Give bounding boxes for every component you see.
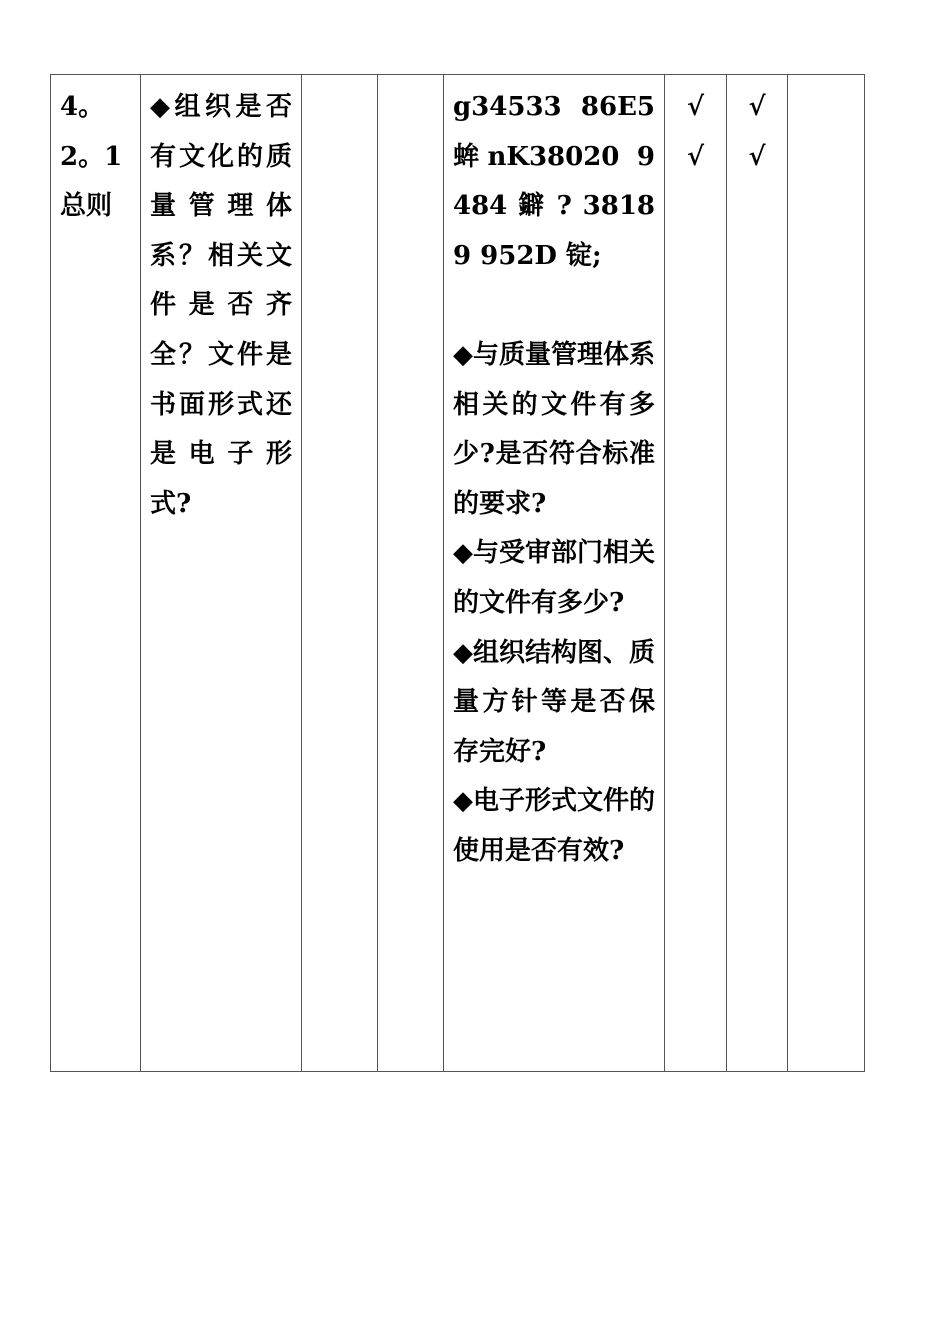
garbled-record-text: g34533 86E5 蛑nK38020 9484 鐴 ? 38189 952D 锭; <box>453 92 655 271</box>
checkmark: √ <box>748 92 766 122</box>
checkmark: √ <box>686 92 705 122</box>
check-item: ◆与受审部门相关的文件有多少? <box>453 538 655 618</box>
empty-cell-4 <box>378 75 444 1072</box>
checkmark-cell-2 <box>727 75 788 1072</box>
check-item: ◆电子形式文件的使用是否有效? <box>453 786 655 866</box>
records-cell <box>444 75 665 1072</box>
audit-checklist-table <box>50 74 865 1072</box>
audit-question-cell: ◆组织是否有文化的质量管理体系？相关文件是否齐全？文件是书面形式还是电子形式? <box>141 75 302 1072</box>
checkmark: √ <box>686 141 705 172</box>
check-item: ◆组织结构图、质量方针等是否保存完好? <box>453 637 655 767</box>
empty-cell-9 <box>788 75 865 1072</box>
clause-cell: 4。2。1总则 <box>51 75 141 1072</box>
checkmark: √ <box>748 141 766 172</box>
empty-cell-3 <box>302 75 378 1072</box>
table-row <box>51 75 865 1072</box>
check-item: ◆与质量管理体系相关的文件有多少?是否符合标准的要求? <box>453 339 655 519</box>
paragraph-gap <box>453 281 655 331</box>
checkmark-cell-1 <box>665 75 727 1072</box>
